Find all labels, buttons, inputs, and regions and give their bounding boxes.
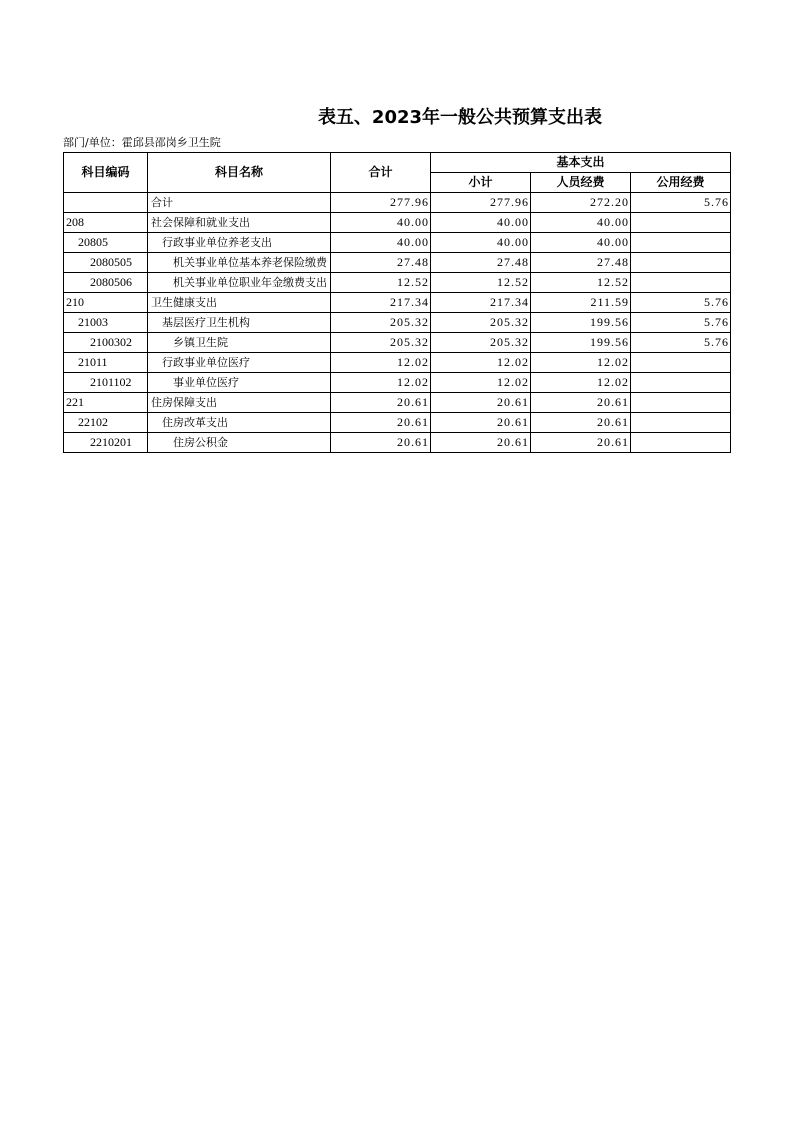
code-cell: 2100302 [64,333,148,353]
personnel-cell: 272.20 [531,193,631,213]
total-cell: 217.34 [331,293,431,313]
subtotal-cell: 205.32 [431,333,531,353]
personnel-cell: 12.52 [531,273,631,293]
total-cell: 20.61 [331,413,431,433]
code-cell: 22102 [64,413,148,433]
subtotal-cell: 40.00 [431,233,531,253]
code-cell: 2101102 [64,373,148,393]
public-cell [631,353,731,373]
header-name: 科目名称 [148,153,331,193]
table-row [64,373,731,393]
total-cell: 12.02 [331,373,431,393]
subtotal-cell: 20.61 [431,393,531,413]
name-cell: 基层医疗卫生机构 [148,313,331,333]
total-cell: 12.02 [331,353,431,373]
name-cell: 机关事业单位基本养老保险缴费 [148,253,331,273]
header-public: 公用经费 [631,173,731,193]
name-cell: 卫生健康支出 [148,293,331,313]
personnel-cell: 20.61 [531,433,631,453]
name-cell: 行政事业单位养老支出 [148,233,331,253]
name-cell: 行政事业单位医疗 [148,353,331,373]
subtotal-cell: 277.96 [431,193,531,213]
subtotal-cell: 40.00 [431,213,531,233]
subtotal-cell: 20.61 [431,413,531,433]
public-cell [631,433,731,453]
personnel-cell: 27.48 [531,253,631,273]
public-cell [631,213,731,233]
personnel-cell: 20.61 [531,413,631,433]
personnel-cell: 40.00 [531,233,631,253]
total-cell: 205.32 [331,333,431,353]
header-code: 科目编码 [64,153,148,193]
personnel-cell: 12.02 [531,353,631,373]
total-cell: 40.00 [331,233,431,253]
subtotal-cell: 12.02 [431,353,531,373]
personnel-cell: 20.61 [531,393,631,413]
subtotal-cell: 12.02 [431,373,531,393]
personnel-cell: 199.56 [531,333,631,353]
table-row [64,333,731,353]
name-cell: 事业单位医疗 [148,373,331,393]
public-cell: 5.76 [631,333,731,353]
public-cell: 5.76 [631,313,731,333]
personnel-cell: 12.02 [531,373,631,393]
table-row [64,193,731,213]
code-cell: 21003 [64,313,148,333]
code-cell: 20805 [64,233,148,253]
table-row [64,313,731,333]
header-personnel: 人员经费 [531,173,631,193]
name-cell: 社会保障和就业支出 [148,213,331,233]
header-basic-expenditure: 基本支出 [431,153,731,173]
code-cell: 2080506 [64,273,148,293]
unit-name: 霍邱县邵岗乡卫生院 [121,136,221,149]
name-cell: 合计 [148,193,331,213]
table-row [64,293,731,313]
subtotal-cell: 27.48 [431,253,531,273]
table-row [64,353,731,373]
table-header [64,153,731,193]
subtotal-cell: 20.61 [431,433,531,453]
name-cell: 乡镇卫生院 [148,333,331,353]
table-row [64,253,731,273]
code-cell [64,193,148,213]
personnel-cell: 40.00 [531,213,631,233]
table-body [64,193,731,453]
name-cell: 住房保障支出 [148,393,331,413]
budget-table [63,152,731,453]
table-row [64,413,731,433]
unit-line [63,136,221,150]
page-title: 表五、2023年一般公共预算支出表 [317,107,603,128]
public-cell: 5.76 [631,293,731,313]
public-cell [631,233,731,253]
public-cell [631,413,731,433]
code-cell: 208 [64,213,148,233]
table-row [64,233,731,253]
unit-label: 部门/单位： [63,136,122,149]
code-cell: 221 [64,393,148,413]
table-row [64,213,731,233]
personnel-cell: 211.59 [531,293,631,313]
total-cell: 40.00 [331,213,431,233]
name-cell: 住房改革支出 [148,413,331,433]
code-cell: 2080505 [64,253,148,273]
public-cell [631,273,731,293]
table-row [64,273,731,293]
total-cell: 205.32 [331,313,431,333]
name-cell: 机关事业单位职业年金缴费支出 [148,273,331,293]
total-cell: 277.96 [331,193,431,213]
name-cell: 住房公积金 [148,433,331,453]
header-subtotal: 小计 [431,173,531,193]
public-cell: 5.76 [631,193,731,213]
subtotal-cell: 217.34 [431,293,531,313]
table-row [64,433,731,453]
subtotal-cell: 205.32 [431,313,531,333]
public-cell [631,373,731,393]
header-row-1 [64,153,731,173]
code-cell: 210 [64,293,148,313]
header-total: 合计 [331,153,431,193]
personnel-cell: 199.56 [531,313,631,333]
total-cell: 20.61 [331,393,431,413]
table-row [64,393,731,413]
public-cell [631,253,731,273]
code-cell: 21011 [64,353,148,373]
total-cell: 27.48 [331,253,431,273]
subtotal-cell: 12.52 [431,273,531,293]
public-cell [631,393,731,413]
total-cell: 20.61 [331,433,431,453]
total-cell: 12.52 [331,273,431,293]
code-cell: 2210201 [64,433,148,453]
